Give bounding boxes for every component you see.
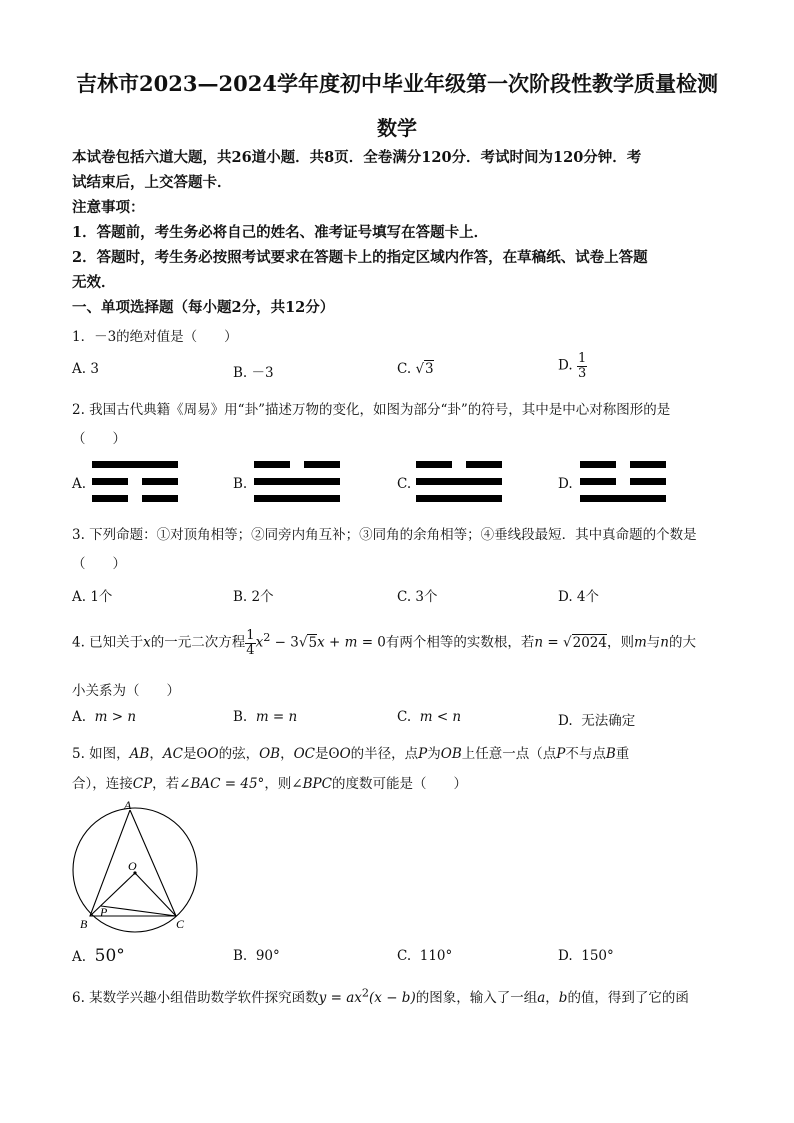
q1-c-label: C.	[397, 361, 412, 377]
q4-text-2: 的一元二次方程	[150, 634, 246, 651]
q4-option-a	[72, 709, 136, 725]
q4-var-x: x	[143, 634, 151, 651]
q5-p2: P	[556, 746, 566, 762]
q4-n2: n	[660, 634, 669, 651]
trigram-broken-line-segment	[630, 461, 666, 468]
q4-text-6: 的大	[668, 634, 696, 651]
q1-d-numerator: 1	[577, 351, 587, 366]
q5-t9: 重	[615, 746, 630, 762]
q6-sup: 2	[361, 986, 370, 1000]
trigram-solid-line	[416, 495, 502, 502]
q3-stem-line-2: （ ）	[72, 556, 126, 572]
trigram-a-figure	[92, 461, 178, 505]
trigram-broken-line-segment	[254, 461, 290, 468]
q6-comma: ，	[545, 990, 559, 1006]
q4-text-1: 4. 已知关于	[72, 634, 144, 651]
q6-stem-line-1	[72, 986, 689, 1006]
label-c: C	[176, 917, 185, 931]
q3-option-b: B. 2个	[233, 589, 274, 605]
q4-option-b	[233, 709, 297, 725]
q5-t1: 5. 如图，	[72, 746, 130, 762]
label-a: A	[124, 798, 132, 812]
q4-eq-radicand: 5	[308, 634, 318, 651]
q4-c-text: m < n	[419, 709, 462, 725]
q5-sep1: ，	[149, 746, 163, 762]
q4-text-3: 有两个相等的实数根，若	[385, 634, 535, 651]
q4-m: m	[633, 634, 647, 651]
q4-frac-num: 1	[246, 627, 255, 643]
trigram-broken-line-segment	[304, 461, 340, 468]
q1-option-c	[397, 361, 434, 377]
trigram-broken-line-segment	[580, 461, 616, 468]
q1-a-text: 3	[90, 361, 99, 377]
q5-t6: 为	[427, 746, 441, 762]
trigram-d-figure	[580, 461, 666, 505]
q4-eq-plus: +	[324, 634, 345, 651]
q1-option-a	[72, 361, 99, 377]
q5-ob: OB	[259, 746, 281, 762]
trigram-broken-line-segment	[142, 478, 178, 485]
q4-eq-x2: x	[317, 634, 325, 651]
label-p: P	[100, 905, 108, 919]
q4-text-4: ，则	[606, 634, 634, 651]
q5-ac: AC	[162, 746, 183, 762]
q1-d-denominator: 3	[577, 365, 587, 381]
notice-2-line-1: 2．答题时，考生务必按照考试要求在答题卡上的指定区域内作答，在草稿纸、试卷上答题	[72, 249, 648, 266]
q5-cp: CP	[132, 776, 153, 792]
q6-t3: 的值，得到了它的函	[567, 990, 689, 1006]
q4-eq-zero: = 0	[357, 634, 386, 651]
q5-b-label: B.	[233, 948, 248, 964]
q4-stem-line-2: 小关系为（ ）	[72, 683, 180, 699]
q5-oc: OC	[293, 746, 315, 762]
q5-angle-bac: ∠BAC = 45°	[179, 776, 265, 792]
q4-option-d	[558, 709, 635, 729]
q2-c-label: C.	[397, 476, 412, 492]
q1-option-d	[558, 352, 587, 380]
q2-d-label: D.	[558, 476, 573, 492]
q4-frac-den: 4	[246, 642, 255, 658]
trigram-solid-line	[416, 478, 502, 485]
q4-c-label: C.	[397, 709, 412, 725]
trigram-broken-line-segment	[630, 478, 666, 485]
q1-b-text: －3	[251, 365, 274, 381]
q5-angle-bpc: ∠BPC	[291, 776, 332, 792]
q4-d-label: D.	[558, 713, 573, 729]
q6-a: a	[537, 990, 546, 1006]
q1-d-label: D.	[558, 357, 573, 374]
q5-ab: AB	[129, 746, 150, 762]
q3-option-c: C. 3个	[397, 589, 438, 605]
q5-option-c	[397, 948, 452, 964]
q3-stem-line-1: 3. 下列命题：①对顶角相等；②同旁内角互补；③同角的余角相等；④垂线段最短．其中真命题的个数是	[72, 527, 697, 543]
q4-n: n	[534, 634, 544, 651]
q5-t4: 是ʘ	[315, 746, 340, 762]
segment-cp	[101, 906, 176, 916]
q2-a-label: A.	[72, 476, 87, 492]
q5-t8: 不与点	[565, 746, 606, 762]
q5-t12: ，则	[264, 776, 292, 792]
trigram-solid-line	[580, 495, 666, 502]
q2-stem-line-2: （ ）	[72, 431, 126, 447]
subject-title: 数学	[377, 116, 417, 140]
q5-t5: 的半径，点	[350, 746, 419, 762]
q5-a-label: A.	[72, 949, 87, 965]
q5-b1: B	[605, 746, 616, 762]
q4-stem-line-1	[72, 624, 696, 657]
q4-eq-minus: − 3	[270, 634, 299, 651]
q5-option-a	[72, 946, 125, 966]
q5-p1: P	[418, 746, 428, 762]
q6-b: b	[558, 990, 568, 1006]
intro-line-2: 试结束后，上交答题卡．	[72, 174, 232, 191]
q5-o2: O	[339, 746, 351, 762]
q5-option-d	[558, 948, 614, 964]
q1-a-label: A.	[72, 361, 87, 377]
q1-stem: 1．－3的绝对值是（ ）	[72, 329, 238, 345]
q5-c-label: C.	[397, 948, 412, 964]
q4-eq-m: m	[344, 634, 358, 651]
exam-title: 吉林市2023—2024学年度初中毕业年级第一次阶段性教学质量检测	[76, 71, 718, 96]
q4-text-5: 与	[646, 634, 661, 651]
q6-func2: (x − b)	[369, 990, 416, 1006]
sqrt-sign: √	[415, 361, 425, 377]
trigram-broken-line-segment	[580, 478, 616, 485]
section-1-title: 一、单项选择题（每小题2分，共12分）	[72, 299, 335, 316]
label-o: O	[128, 859, 137, 873]
q5-t3: 的弦，	[218, 746, 260, 762]
q4-a-label: A.	[72, 709, 87, 725]
q5-b-text: 90°	[255, 948, 280, 964]
q4-b-text: m = n	[255, 709, 298, 725]
q5-o1: O	[207, 746, 219, 762]
q4-n-eq: =	[543, 634, 563, 651]
q1-c-radicand: 3	[425, 361, 434, 377]
q5-c-text: 110°	[419, 948, 453, 964]
trigram-b-figure	[254, 461, 340, 505]
q6-t1: 6. 某数学兴趣小组借助数学软件探究函数	[72, 990, 319, 1006]
q5-t7: 上任意一点（点	[461, 746, 557, 762]
notice-1: 1．答题前，考生务必将自己的姓名、准考证号填写在答题卡上．	[72, 224, 489, 241]
q4-option-c	[397, 709, 461, 725]
q5-t11: ，若	[152, 776, 180, 792]
sqrt-sign: √	[563, 634, 572, 651]
q5-sep2: ，	[280, 746, 294, 762]
q5-circle-figure	[68, 798, 208, 934]
label-b: B	[80, 917, 88, 931]
q5-stem-line-1	[72, 742, 629, 762]
q4-eq-x: x	[255, 634, 264, 651]
q4-a-text: m > n	[94, 709, 137, 725]
trigram-solid-line	[92, 461, 178, 468]
q1-option-b	[233, 361, 274, 381]
q5-d-label: D.	[558, 948, 573, 964]
trigram-broken-line-segment	[92, 478, 128, 485]
notice-title: 注意事项：	[72, 199, 145, 216]
radius-oc	[135, 873, 176, 916]
q4-b-label: B.	[233, 709, 248, 725]
q1-b-label: B.	[233, 365, 248, 381]
q4-fraction	[245, 629, 255, 657]
q5-a-text: 50°	[94, 946, 125, 966]
q6-t2: 的图象，输入了一组	[415, 990, 538, 1006]
q4-n-radicand: 2024	[572, 634, 607, 651]
q5-t2: 是ʘ	[182, 746, 208, 762]
q4-d-text: 无法确定	[581, 713, 636, 729]
intro-line-1: 本试卷包括六道大题，共26道小题．共8页．全卷满分120分．考试时间为120分钟．考	[72, 149, 642, 166]
trigram-solid-line	[254, 478, 340, 485]
q5-t10: 合），连接	[72, 776, 133, 792]
trigram-broken-line-segment	[466, 461, 502, 468]
q5-ob2: OB	[440, 746, 462, 762]
q3-option-a: A. 1个	[72, 589, 113, 605]
q6-func: y = ax	[318, 990, 362, 1006]
q5-d-text: 150°	[581, 948, 614, 964]
trigram-c-figure	[416, 461, 502, 505]
trigram-broken-line-segment	[142, 495, 178, 502]
q1-d-fraction	[577, 352, 587, 380]
trigram-broken-line-segment	[416, 461, 452, 468]
q2-stem-line-1: 2. 我国古代典籍《周易》用“卦”描述万物的变化，如图为部分“卦”的符号，其中是中心对称图形的是	[72, 402, 671, 418]
q5-t13: 的度数可能是（ ）	[331, 776, 467, 792]
q4-eq-sup: 2	[263, 631, 271, 644]
q3-option-d: D. 4个	[558, 589, 600, 605]
q2-b-label: B.	[233, 476, 248, 492]
q5-stem-line-2	[72, 772, 467, 792]
q5-option-b	[233, 948, 280, 964]
trigram-broken-line-segment	[92, 495, 128, 502]
sqrt-sign: √	[298, 634, 308, 651]
notice-2-line-2: 无效．	[72, 274, 116, 291]
trigram-solid-line	[254, 495, 340, 502]
